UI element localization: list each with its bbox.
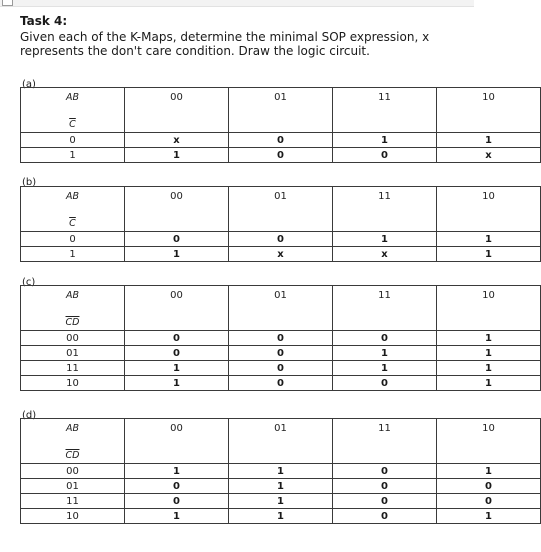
column-header: 10 <box>437 419 541 464</box>
kmap-cell: 1 <box>437 464 541 479</box>
row-label: 0 <box>21 232 125 247</box>
kmap-cell: 1 <box>125 509 229 524</box>
row-label: 11 <box>21 361 125 376</box>
column-variable: AB <box>65 290 80 301</box>
kmap-cell: 1 <box>437 133 541 148</box>
window-top-bar <box>0 0 474 7</box>
task-title: Task 4: <box>20 14 68 28</box>
kmap-row <box>21 376 541 391</box>
row-label: 01 <box>21 346 125 361</box>
kmap-cell: 1 <box>229 509 333 524</box>
kmap-cell: 0 <box>333 479 437 494</box>
column-header: 11 <box>333 88 437 133</box>
kmap-row <box>21 133 541 148</box>
kmap-cell: 0 <box>229 361 333 376</box>
kmap-cell: x <box>125 133 229 148</box>
kmap-header-row <box>21 88 541 133</box>
kmap-cell: 1 <box>333 361 437 376</box>
kmap-corner-cell <box>21 419 125 464</box>
kmap-cell: 1 <box>333 232 437 247</box>
row-variable: $\overline{C}$ <box>69 218 76 229</box>
row-variable: $\overline{C}$ <box>69 119 76 130</box>
column-header: 11 <box>333 419 437 464</box>
window-tab-icon <box>2 0 13 6</box>
column-header: 01 <box>229 187 333 232</box>
kmap-cell: 0 <box>125 232 229 247</box>
kmap-cell: 1 <box>229 479 333 494</box>
kmap-cell: 0 <box>333 509 437 524</box>
column-variable: AB <box>65 423 80 434</box>
kmap-cell: 0 <box>125 479 229 494</box>
kmap-cell: 0 <box>125 331 229 346</box>
kmap-c-table <box>20 285 541 391</box>
column-header: 01 <box>229 88 333 133</box>
kmap-cell: 0 <box>229 133 333 148</box>
row-label: 00 <box>21 331 125 346</box>
column-header: 10 <box>437 187 541 232</box>
kmap-cell: 1 <box>229 464 333 479</box>
kmap-cell: 1 <box>437 346 541 361</box>
task-description: Given each of the K-Maps, determine the minimal SOP expression, x represents the don't care condition. Draw the logic circuit. <box>20 30 430 58</box>
row-label: 11 <box>21 494 125 509</box>
kmap-corner-cell <box>21 286 125 331</box>
column-header: 00 <box>125 286 229 331</box>
kmap-cell: 0 <box>333 148 437 163</box>
kmap-cell: 1 <box>437 247 541 262</box>
kmap-cell: x <box>437 148 541 163</box>
kmap-c-label: (c) <box>22 277 36 288</box>
kmap-corner-cell <box>21 187 125 232</box>
kmap-cell: 0 <box>333 464 437 479</box>
kmap-cell: 1 <box>437 376 541 391</box>
row-label: 10 <box>21 509 125 524</box>
kmap-cell: 1 <box>125 247 229 262</box>
row-variable: $\overline{CD}$ <box>65 450 80 461</box>
kmap-row <box>21 509 541 524</box>
column-header: 00 <box>125 419 229 464</box>
kmap-cell: 0 <box>437 479 541 494</box>
kmap-a-table <box>20 87 541 163</box>
kmap-cell: 0 <box>229 148 333 163</box>
kmap-cell: 0 <box>333 331 437 346</box>
column-variable: AB <box>65 191 80 202</box>
kmap-cell: 0 <box>125 494 229 509</box>
kmap-cell: 0 <box>229 346 333 361</box>
kmap-cell: 0 <box>333 376 437 391</box>
kmap-row <box>21 361 541 376</box>
kmap-cell: 1 <box>125 148 229 163</box>
column-header: 01 <box>229 286 333 331</box>
kmap-row <box>21 479 541 494</box>
column-header: 11 <box>333 187 437 232</box>
kmap-cell: 1 <box>437 361 541 376</box>
column-header: 10 <box>437 286 541 331</box>
kmap-cell: 1 <box>125 376 229 391</box>
row-label: 1 <box>21 148 125 163</box>
column-header: 10 <box>437 88 541 133</box>
column-header: 11 <box>333 286 437 331</box>
row-label: 01 <box>21 479 125 494</box>
kmap-cell: 1 <box>333 133 437 148</box>
kmap-cell: 0 <box>125 346 229 361</box>
kmap-row <box>21 148 541 163</box>
kmap-cell: 0 <box>229 232 333 247</box>
kmap-cell: 1 <box>229 494 333 509</box>
kmap-a-label: (a) <box>22 79 36 90</box>
row-label: 1 <box>21 247 125 262</box>
kmap-row <box>21 346 541 361</box>
kmap-row <box>21 232 541 247</box>
kmap-b-table <box>20 186 541 262</box>
kmap-cell: 1 <box>125 361 229 376</box>
row-variable: $\overline{CD}$ <box>65 317 80 328</box>
kmap-cell: 0 <box>437 494 541 509</box>
kmap-cell: 1 <box>333 346 437 361</box>
kmap-cell: 0 <box>333 494 437 509</box>
kmap-cell: x <box>229 247 333 262</box>
row-label: 0 <box>21 133 125 148</box>
kmap-row <box>21 464 541 479</box>
kmap-b-label: (b) <box>22 177 37 188</box>
column-variable: AB <box>65 92 80 103</box>
column-header: 00 <box>125 88 229 133</box>
kmap-corner-cell <box>21 88 125 133</box>
column-header: 01 <box>229 419 333 464</box>
kmap-header-row <box>21 286 541 331</box>
kmap-d-table <box>20 418 541 524</box>
kmap-cell: 1 <box>437 509 541 524</box>
kmap-cell: 0 <box>229 331 333 346</box>
kmap-d-label: (d) <box>22 410 37 421</box>
kmap-header-row <box>21 419 541 464</box>
kmap-row <box>21 247 541 262</box>
kmap-cell: 1 <box>125 464 229 479</box>
kmap-cell: x <box>333 247 437 262</box>
kmap-cell: 1 <box>437 331 541 346</box>
kmap-cell: 0 <box>229 376 333 391</box>
kmap-header-row <box>21 187 541 232</box>
row-label: 10 <box>21 376 125 391</box>
kmap-row <box>21 331 541 346</box>
kmap-row <box>21 494 541 509</box>
column-header: 00 <box>125 187 229 232</box>
kmap-cell: 1 <box>437 232 541 247</box>
row-label: 00 <box>21 464 125 479</box>
